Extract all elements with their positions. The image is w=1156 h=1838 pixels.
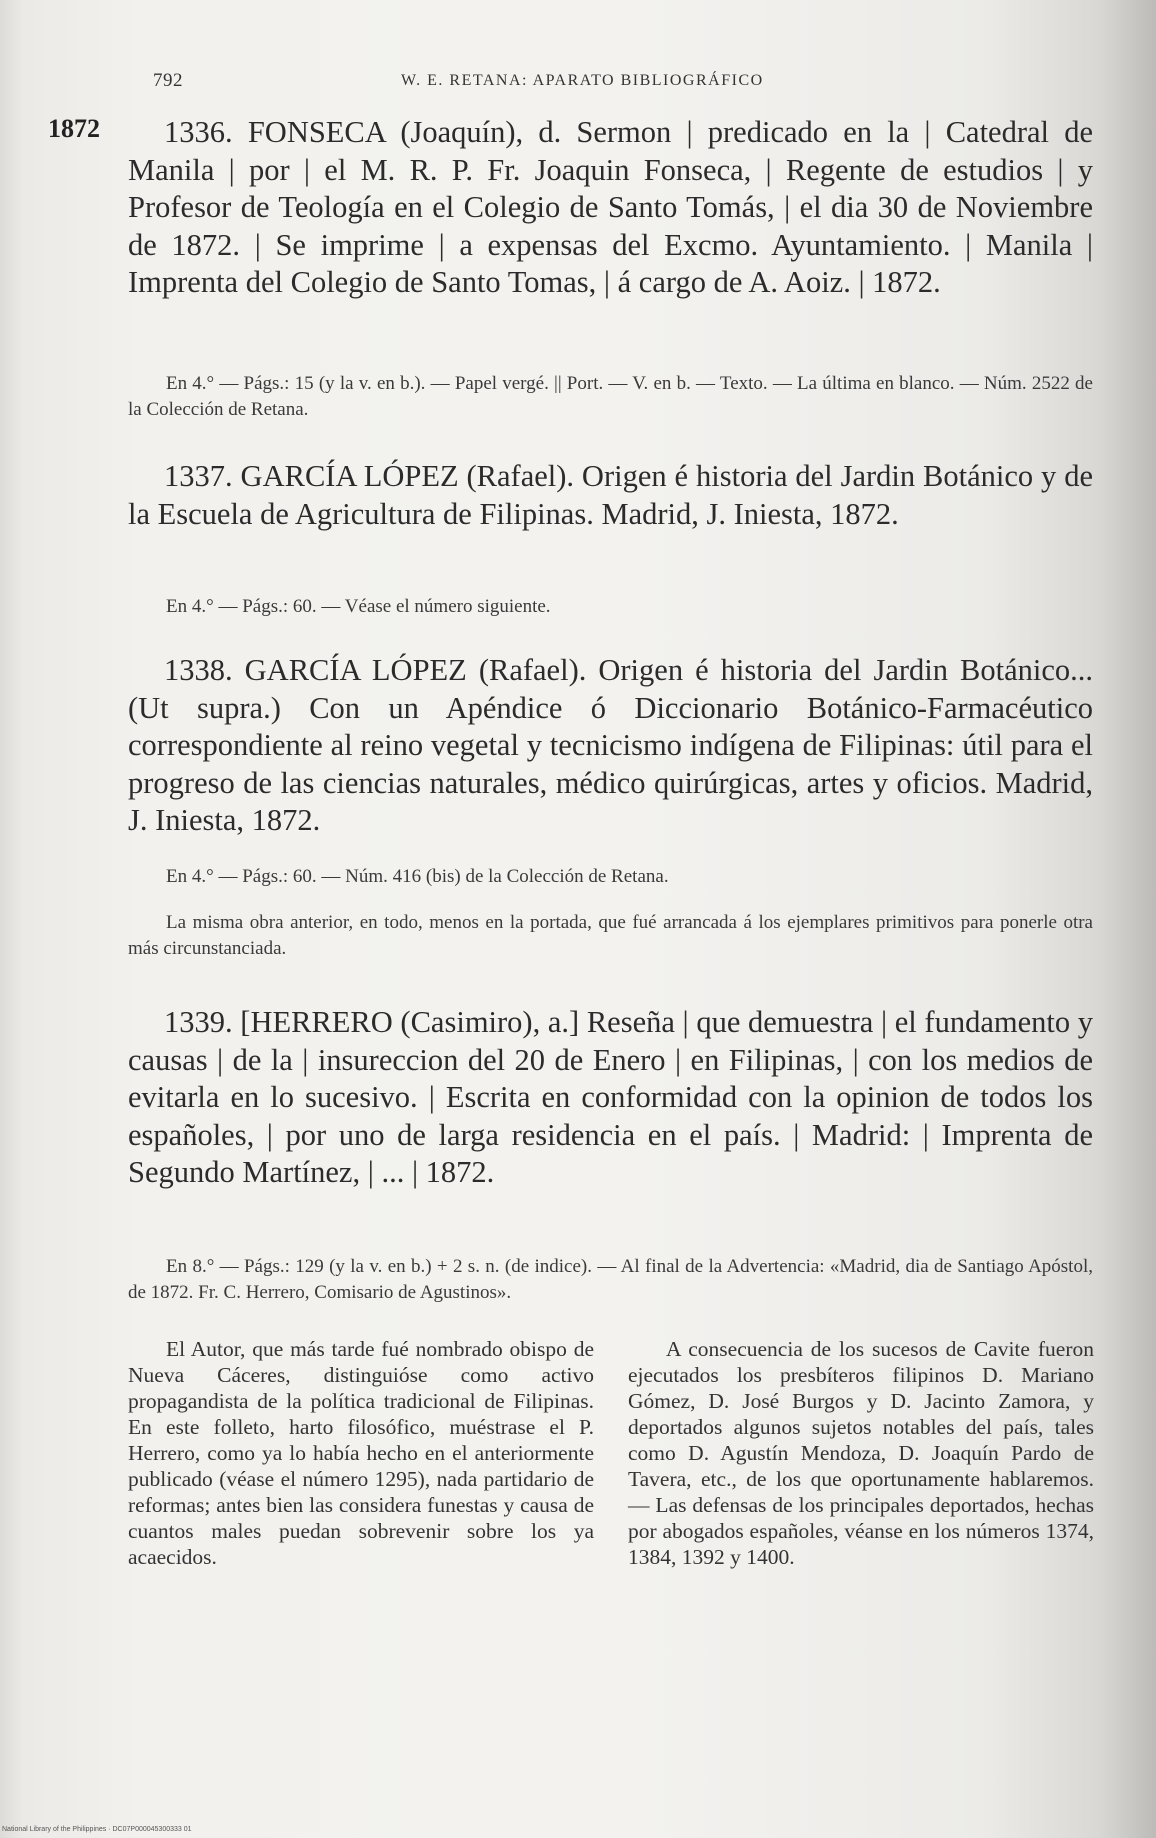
- entry-1339: [128, 1004, 1093, 1192]
- running-title: W. E. RETANA: APARATO BIBLIOGRÁFICO: [401, 72, 764, 89]
- entry-number: 1339.: [164, 1005, 233, 1039]
- entry-1338: [128, 652, 1093, 840]
- entry-text: [HERRERO (Casimiro), a.] Reseña | que demuestra | el fundamento y causas | de la | insureccion del 20 de Enero | en Filipinas, | con los medios de evitarla en lo sucesivo. | Escrita en conformidad con la opinion de todos los españoles, | por uno de larga residencia en el país. | Madrid: | Imprenta de Segundo Martínez, | ... | 1872.: [128, 1005, 1094, 1189]
- comment-column-right: A consecuencia de los sucesos de Cavite fueron ejecutados los presbíteros filipinos D. Mariano Gómez, D. José Burgos y D. Jacinto Zamora, y deportados algunos sujetos notables del país, tales como D. Agustín Mendoza, D. Joaquín Pardo de Tavera, etc., de los que oportunamente hablaremos. — Las defensas de los principales deportados, hechas por abogados españoles, véanse en los números 1374, 1384, 1392 y 1400.: [628, 1337, 1094, 1569]
- page-number: 792: [153, 70, 183, 91]
- entry-text: GARCÍA LÓPEZ (Rafael). Origen é historia del Jardin Botánico... (Ut supra.) Con un Apéndice ó Diccionario Botánico-Farmacéutico correspondiente al reino vegetal y tecnicismo indígena de Filipinas: útil para el progreso de las ciencias naturales, médico quirúrgicas, artes y oficios. Madrid, J. Iniesta, 1872.: [128, 653, 1094, 837]
- entry-1338-comment: La misma obra anterior, en todo, menos en la portada, que fué arrancada á los ejemplares primitivos para ponerle otra más circunstanciada.: [128, 912, 1093, 959]
- entry-text: GARCÍA LÓPEZ (Rafael). Origen é historia del Jardin Botánico y de la Escuela de Agricultura de Filipinas. Madrid, J. Iniesta, 1872.: [128, 459, 1094, 531]
- footer-credit: National Library of the Philippines · DC07P000045300333 01: [2, 1826, 192, 1833]
- entry-1338-note: En 4.° — Págs.: 60. — Núm. 416 (bis) de la Colección de Retana.: [166, 866, 669, 887]
- entry-number: 1336.: [164, 115, 233, 149]
- entry-1337-note: En 4.° — Págs.: 60. — Véase el número siguiente.: [166, 596, 551, 617]
- comment-column-left: El Autor, que más tarde fué nombrado obispo de Nueva Cáceres, distinguióse como activo propagandista de la política tradicional de Filipinas. En este folleto, harto filosófico, muéstrase el P. Herrero, como ya lo había hecho en el anteriormente publicado (véase el número 1295), nada partidario de reformas; antes bien las considera funestas y causa de cuantos males puedan sobrevenir sobre los ya acaecidos.: [128, 1337, 594, 1569]
- entry-number: 1338.: [164, 653, 233, 687]
- entry-1339-note: En 8.° — Págs.: 129 (y la v. en b.) + 2 s. n. (de indice). — Al final de la Advertencia: «Madrid, dia de Santiago Apóstol, de 1872. Fr. C. Herrero, Comisario de Agustinos».: [128, 1256, 1093, 1303]
- entry-text: FONSECA (Joaquín), d. Sermon | predicado en la | Catedral de Manila | por | el M. R. P. Fr. Joaquin Fonseca, | Regente de estudios | y Profesor de Teología en el Colegio de Santo Tomás, | el dia 30 de Noviembre de 1872. | Se imprime | a expensas del Excmo. Ayuntamiento. | Manila | Imprenta del Colegio de Santo Tomas, | á cargo de A. Aoiz. | 1872.: [128, 115, 1093, 299]
- entry-1336-note: En 4.° — Págs.: 15 (y la v. en b.). — Papel vergé. || Port. — V. en b. — Texto. — La última en blanco. — Núm. 2522 de la Colección de Retana.: [128, 373, 1093, 420]
- entry-number: 1337.: [164, 459, 233, 493]
- entry-1336: [128, 114, 1093, 302]
- margin-year: 1872: [48, 114, 100, 143]
- entry-1337: [128, 458, 1093, 533]
